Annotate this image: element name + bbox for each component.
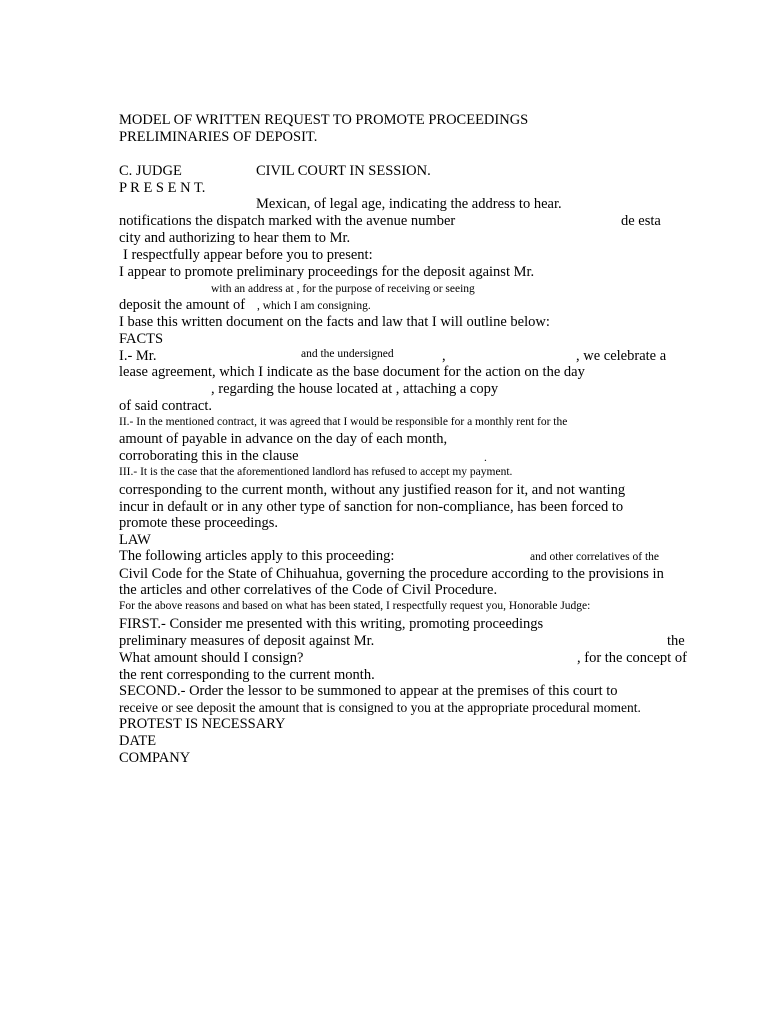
addressee-court: CIVIL COURT IN SESSION. [256, 163, 431, 179]
closing-date: DATE [119, 733, 157, 749]
law-heading: LAW [119, 532, 151, 548]
present-line: P R E S E N T. [119, 180, 206, 196]
request-preliminary: preliminary measures of deposit against Mr. [119, 633, 375, 649]
facts-heading: FACTS [119, 331, 164, 347]
addressee-judge: C. JUDGE [119, 163, 182, 179]
facts-promote: promote these proceedings. [119, 515, 279, 531]
intro-deposit-amount: deposit the amount of [119, 297, 246, 313]
request-amount-question: What amount should I consign? [119, 650, 304, 666]
facts-period: . [484, 452, 487, 464]
facts-incur: incur in default or in any other type of sanction for non-compliance, has been forced to [119, 499, 624, 515]
facts-iii: III.- It is the case that the aforementioned landlord has refused to accept my payment. [119, 466, 513, 478]
intro-de-esta: de esta [621, 213, 661, 229]
law-correlatives: and other correlatives of the [530, 551, 659, 563]
facts-amount: amount of payable in advance on the day of each month, [119, 431, 448, 447]
closing-company: COMPANY [119, 750, 191, 766]
intro-city: city and authorizing to hear them to Mr. [119, 230, 351, 246]
request-second: SECOND.- Order the lessor to be summoned to appear at the premises of this court to [119, 683, 618, 699]
intro-address: with an address at , for the purpose of receiving or seeing [211, 283, 475, 295]
facts-corroborating: corroborating this in the clause [119, 448, 299, 464]
closing-protest: PROTEST IS NECESSARY [119, 716, 286, 732]
facts-celebrate: , we celebrate a [576, 348, 667, 364]
intro-base: I base this written document on the facts and law that I will outline below: [119, 314, 550, 330]
facts-i-mr: I.- Mr. [119, 348, 157, 364]
request-rent: the rent corresponding to the current month. [119, 667, 375, 683]
intro-notifications: notifications the dispatch marked with the avenue number [119, 213, 456, 229]
law-procedure: the articles and other correlatives of the Code of Civil Procedure. [119, 582, 498, 598]
document-title-line-2: PRELIMINARIES OF DEPOSIT. [119, 129, 318, 145]
intro-appear: I respectfully appear before you to present: [123, 247, 373, 263]
law-articles: The following articles apply to this proceeding: [119, 548, 395, 564]
intro-promote: I appear to promote preliminary proceedings for the deposit against Mr. [119, 264, 535, 280]
facts-contract: of said contract. [119, 398, 213, 414]
law-reasons: For the above reasons and based on what has been stated, I respectfully request you, Honorable Judge: [119, 600, 591, 612]
request-receive: receive or see deposit the amount that is consigned to you at the appropriate procedural moment. [119, 700, 641, 715]
request-concept: , for the concept of [577, 650, 687, 666]
facts-undersigned: and the undersigned [301, 348, 394, 360]
request-the: the [667, 633, 685, 649]
request-first: FIRST.- Consider me presented with this writing, promoting proceedings [119, 616, 544, 632]
facts-lease: lease agreement, which I indicate as the base document for the action on the day [119, 364, 585, 380]
intro-mexican: Mexican, of legal age, indicating the address to hear. [256, 196, 562, 212]
facts-regarding: , regarding the house located at , attaching a copy [211, 381, 499, 397]
facts-ii: II.- In the mentioned contract, it was agreed that I would be responsible for a monthly rent for the [119, 416, 568, 428]
facts-comma: , [442, 348, 446, 364]
intro-consigning: , which I am consigning. [257, 300, 371, 312]
law-civil-code: Civil Code for the State of Chihuahua, governing the procedure according to the provisions in [119, 566, 664, 582]
facts-corresponding: corresponding to the current month, without any justified reason for it, and not wanting [119, 482, 626, 498]
document-title-line-1: MODEL OF WRITTEN REQUEST TO PROMOTE PROCEEDINGS [119, 112, 529, 128]
